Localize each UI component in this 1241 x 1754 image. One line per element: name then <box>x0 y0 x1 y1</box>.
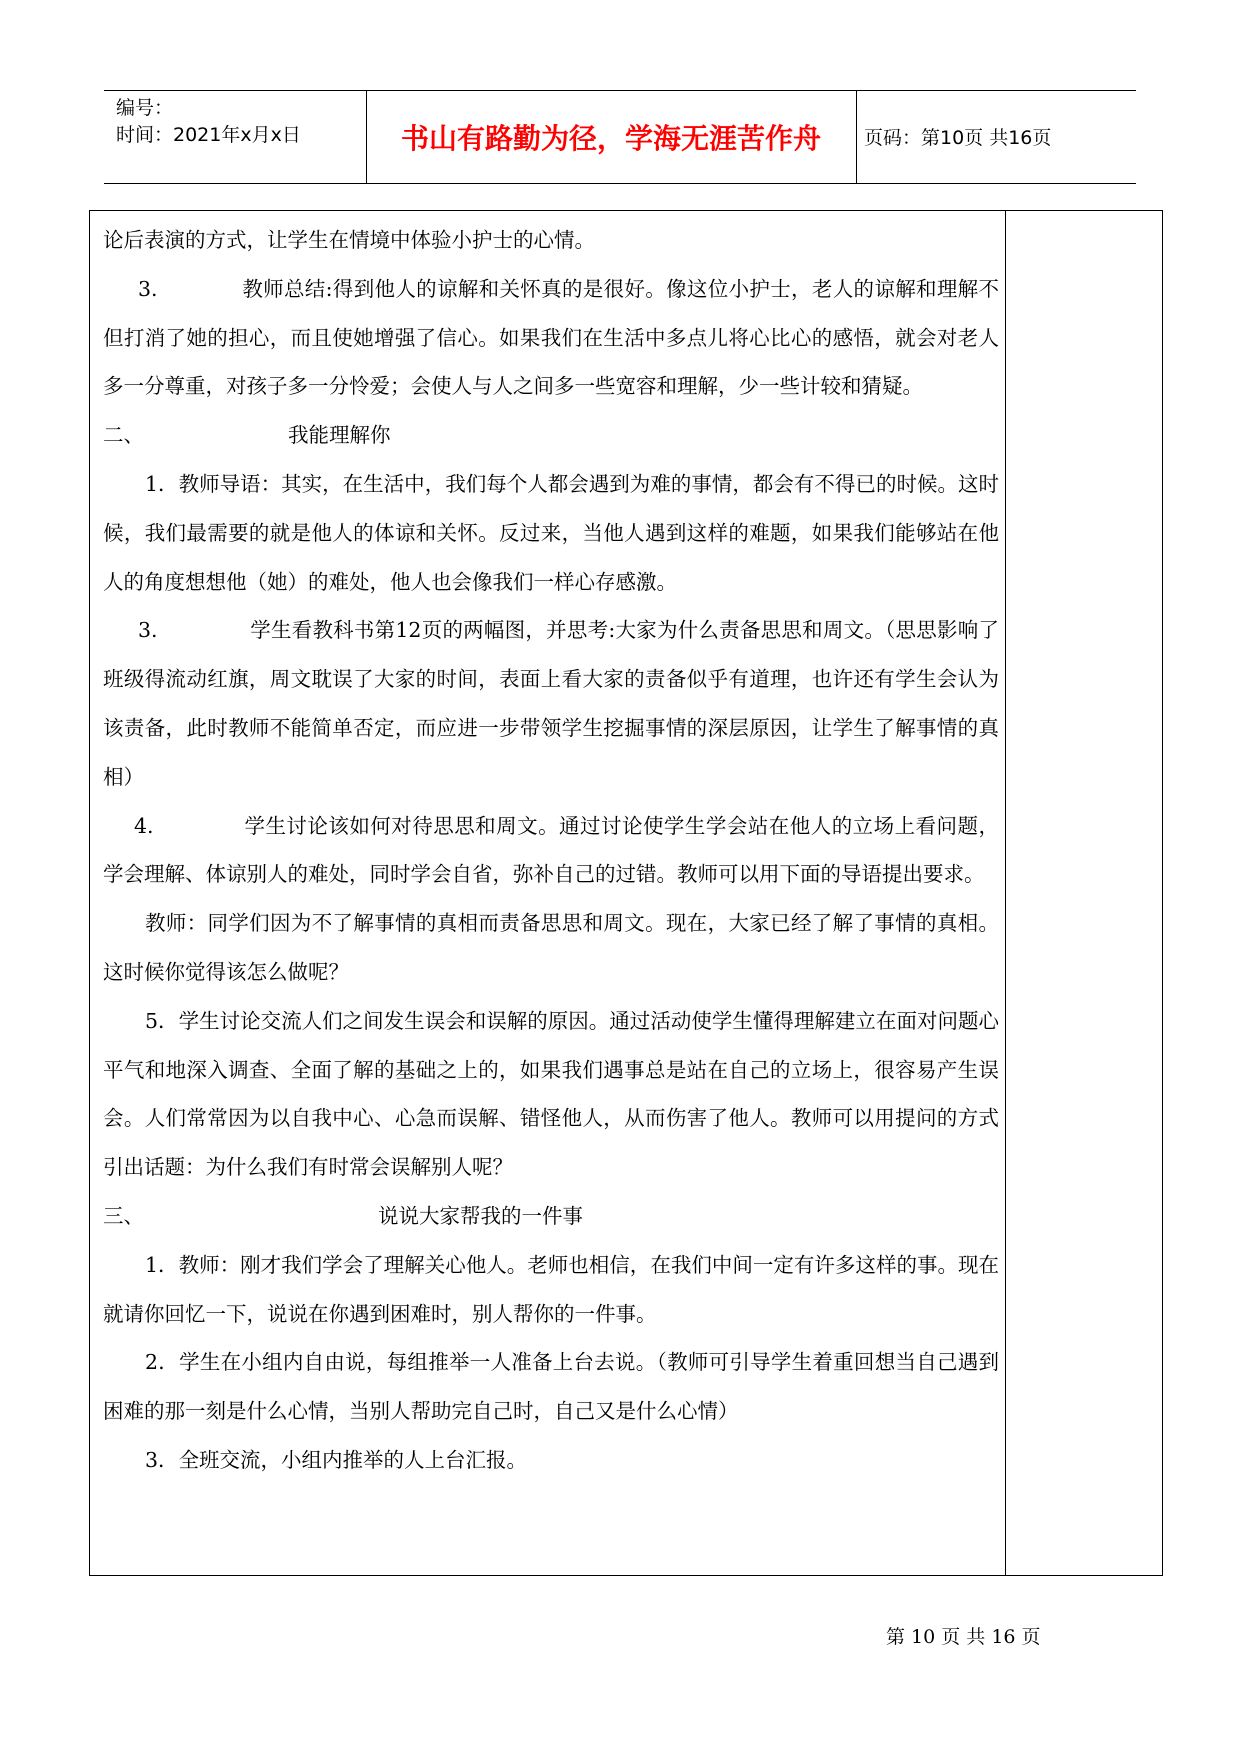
section-title: 说说大家帮我的一件事 <box>378 1203 583 1228</box>
paragraph-recall: 1．教师：刚才我们学会了理解关心他人。老师也相信，在我们中间一定有许多这样的事。现在就请你回忆一下，说说在你遇到困难时，别人帮你的一件事。 <box>103 1252 999 1326</box>
paragraph-discussion <box>103 802 999 900</box>
item-text: 学生讨论该如何对待思思和周文。通过讨论使学生学会站在他人的立场上看问题，学会理解、体谅别人的难处，同时学会自省，弥补自己的过错。教师可以用下面的导语提出要求。 <box>103 813 999 887</box>
paragraph-teacher-prompt: 教师：同学们因为不了解事情的真相而责备思思和周文。现在，大家已经了解了事情的真相。这时候你觉得该怎么做呢？ <box>103 911 999 984</box>
paragraph-textbook <box>103 606 999 801</box>
item-number: 3. <box>138 276 158 301</box>
item-number: 3. <box>138 618 158 643</box>
paragraph-class-share: 3．全班交流，小组内推举的人上台汇报。 <box>145 1447 528 1472</box>
item-number: 4. <box>134 813 154 838</box>
time-label: 时间：2021年x月x日 <box>116 124 301 146</box>
header-page-number: 页码：第10页 共16页 <box>864 127 1052 149</box>
table-column-divider <box>1005 211 1006 1575</box>
section-heading-3 <box>103 1192 999 1241</box>
page-footer: 第 10 页 共 16 页 <box>886 1626 1041 1648</box>
section-number: 三、 <box>103 1203 144 1228</box>
item-text: 学生看教科书第12页的两幅图，并思考:大家为什么责备思思和周文。（思思影响了班级得流动红旗，周文耽误了大家的时间，表面上看大家的责备似乎有道理，也许还有学生会认为该责备，此时教师不能简单否定，而应进一步带领学生挖掘事情的深层原因，让学生了解事情的真相） <box>103 618 999 789</box>
paragraph-continuation: 论后表演的方式，让学生在情境中体验小护士的心情。 <box>103 228 595 252</box>
header-motto: 书山有路勤为径，学海无涯苦作舟 <box>400 122 821 155</box>
section-title: 我能理解你 <box>288 423 391 448</box>
paragraph-teacher-intro: 1．教师导语：其实，在生活中，我们每个人都会遇到为难的事情，都会有不得已的时候。这时候，我们最需要的就是他人的体谅和关怀。反过来，当他人遇到这样的难题，如果我们能够站在他人的角度想想他（她）的难处，他人也会像我们一样心存感激。 <box>103 471 999 594</box>
header-meta <box>116 95 301 149</box>
paragraph-teacher-summary <box>103 265 999 411</box>
serial-number-label: 编号： <box>116 97 174 119</box>
lesson-body <box>103 216 999 1485</box>
page-header <box>104 90 1136 184</box>
section-heading-2 <box>103 411 999 460</box>
section-number: 二、 <box>103 423 144 448</box>
item-text: 教师总结:得到他人的谅解和关怀真的是很好。像这位小护士，老人的谅解和理解不但打消了她的担心，而且使她增强了信心。如果我们在生活中多点儿将心比心的感悟，就会对老人多一分尊重，对孩子多一分怜爱；会使人与人之间多一些宽容和理解，少一些计较和猜疑。 <box>103 276 999 399</box>
paragraph-misunderstanding: 5．学生讨论交流人们之间发生误会和误解的原因。通过活动使学生懂得理解建立在面对问题心平气和地深入调查、全面了解的基础之上的，如果我们遇事总是站在自己的立场上，很容易产生误会。人们常常因为以自我中心、心急而误解、错怪他人，从而伤害了他人。教师可以用提问的方式引出话题：为什么我们有时常会误解别人呢？ <box>103 1008 999 1180</box>
header-divider-right <box>856 91 857 183</box>
paragraph-group-talk: 2．学生在小组内自由说，每组推举一人准备上台去说。（教师可引导学生着重回想当自己遇到困难的那一刻是什么心情，当别人帮助完自己时，自己又是什么心情） <box>103 1350 999 1424</box>
